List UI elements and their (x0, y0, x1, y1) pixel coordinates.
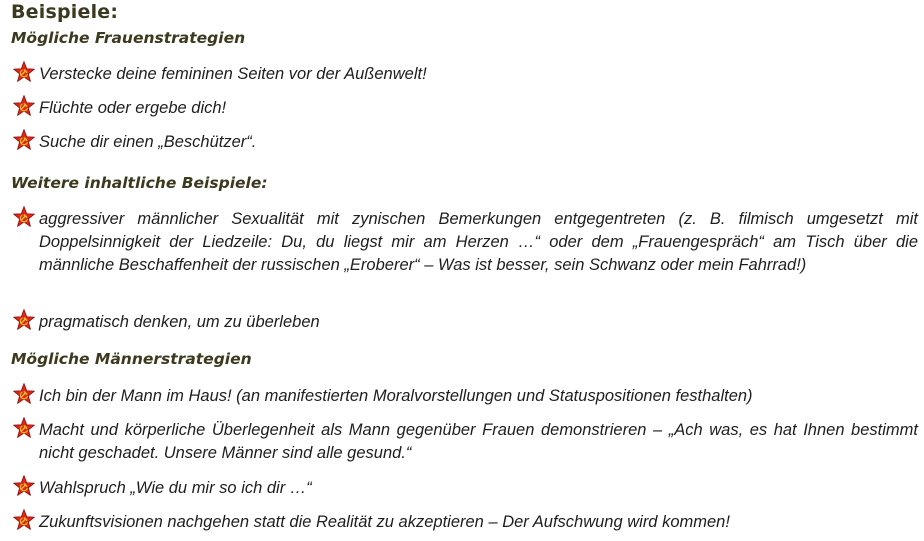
red-star-icon (12, 128, 36, 152)
list-item (12, 311, 918, 334)
list-item-text: Wahlspruch „Wie du mir so ich dir …“ (39, 479, 312, 497)
list-item-text: Flüchte oder ergebe dich! (39, 99, 227, 117)
list-item (12, 97, 918, 120)
red-star-icon (12, 308, 36, 332)
section-heading-weitere-beispiele: Weitere inhaltliche Beispiele: (11, 174, 268, 192)
list-item (12, 63, 918, 86)
list-item-text: aggressiver männlicher Sexualität mit zynischen Bemerkungen entgegentreten (z. B. filmisch umgesetzt mit Doppelsinnigkeit der Liedzeile: Du, du liegst mir am Herzen …“ oder dem „Frauengespräch“ am Tisch über die männliche Beschaffenheit der russischen „Eroberer“ – Was ist besser, sein Schwanz oder mein Fahrrad!) (39, 210, 918, 274)
list-item (12, 477, 918, 500)
page-title: Beispiele: (11, 1, 119, 23)
section-heading-frauenstrategien: Mögliche Frauenstrategien (11, 29, 246, 47)
list-item (12, 131, 918, 154)
red-star-icon (12, 416, 36, 440)
list-item (12, 511, 918, 534)
list-item (12, 419, 918, 465)
red-star-icon (12, 382, 36, 406)
list-item-text: Ich bin der Mann im Haus! (an manifestierten Moralvorstellungen und Statuspositionen festhalten) (39, 387, 753, 405)
red-star-icon (12, 508, 36, 532)
red-star-icon (12, 474, 36, 498)
list-item-text: Zukunftsvisionen nachgehen statt die Realität zu akzeptieren – Der Aufschwung wird kommen! (39, 513, 730, 531)
red-star-icon (12, 205, 36, 229)
section-heading-maennerstrategien: Mögliche Männerstrategien (11, 350, 252, 368)
list-item (12, 208, 918, 277)
list-item-text: Macht und körperliche Überlegenheit als Mann gegenüber Frauen demonstrieren – „Ach was, es hat Ihnen bestimmt nicht geschadet. Unsere Männer sind alle gesund.“ (39, 421, 918, 462)
list-item-text: Verstecke deine femininen Seiten vor der Außenwelt! (39, 65, 427, 83)
list-item (12, 385, 918, 408)
list-item-text: pragmatisch denken, um zu überleben (39, 313, 320, 331)
red-star-icon (12, 94, 36, 118)
red-star-icon (12, 60, 36, 84)
list-item-text: Suche dir einen „Beschützer“. (39, 133, 257, 151)
